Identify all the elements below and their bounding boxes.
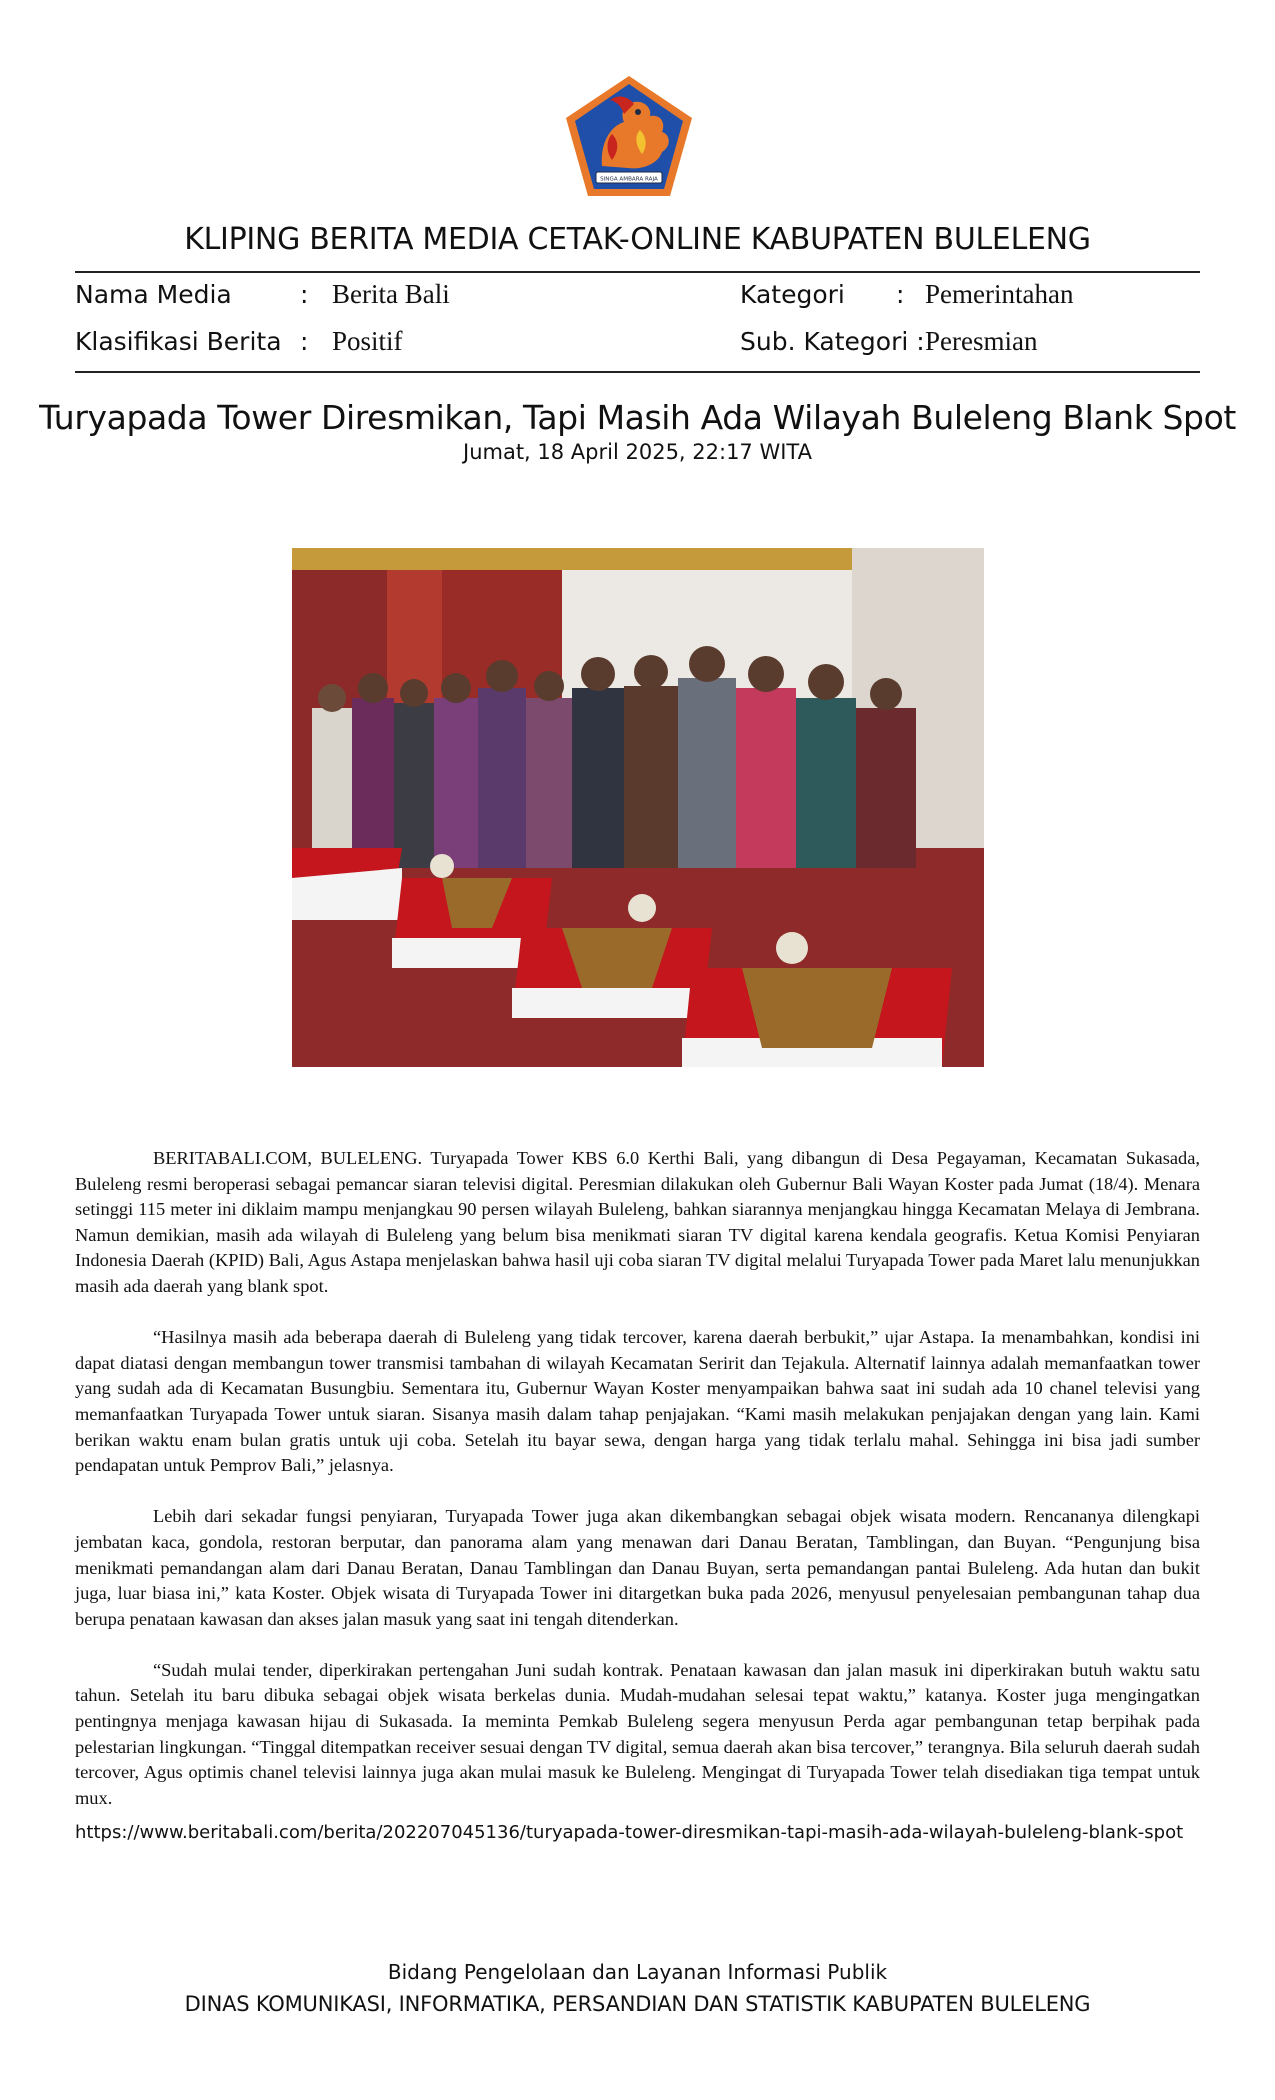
subcategory-label: Sub. Kategori : xyxy=(740,327,925,356)
media-name-value: Berita Bali xyxy=(332,279,450,309)
meta-right-block xyxy=(740,280,1200,370)
news-classification-label: Klasifikasi Berita xyxy=(75,327,282,356)
article-paragraph: BERITABALI.COM, BULELENG. Turyapada Tower KBS 6.0 Kerthi Bali, yang dibangun di Desa Pegayaman, Kecamatan Sukasada, Buleleng resmi beroperasi sebagai pemancar siaran televisi digital. Peresmian dilakukan oleh Gubernur Bali Wayan Koster pada Jumat (18/4). Menara setinggi 115 meter ini diklaim mampu menjangkau 90 persen wilayah Buleleng, bahkan siarannya menjangkau hingga Kecamatan Melaya di Jembrana. Namun demikian, masih ada wilayah di Buleleng yang belum bisa menikmati siaran TV digital karena kendala geografis. Ketua Komisi Penyiaran Indonesia Daerah (KPID) Bali, Agus Astapa menjelaskan bahwa hasil uji coba siaran TV digital melalui Turyapada Tower pada Maret lalu menunjukkan masih ada daerah yang blank spot. xyxy=(75,1148,1200,1296)
article-title: Turyapada Tower Diresmikan, Tapi Masih Ada Wilayah Buleleng Blank Spot xyxy=(39,398,1236,437)
article-body xyxy=(75,1146,1200,1837)
inauguration-photo xyxy=(292,548,984,1067)
header-bottom-divider xyxy=(75,371,1200,373)
media-name-label: Nama Media xyxy=(75,280,232,309)
inauguration-photo-illustration xyxy=(292,548,984,1067)
category-label: Kategori xyxy=(740,280,845,309)
category-value: Pemerintahan xyxy=(925,279,1074,309)
article-paragraph: “Hasilnya masih ada beberapa daerah di Buleleng yang tidak tercover, karena daerah berbukit,” ujar Astapa. Ia menambahkan, kondisi ini dapat diatasi dengan membangun tower transmisi tambahan di wilayah Kecamatan Seririt dan Tejakula. Alternatif lainnya adalah memanfaatkan tower yang sudah ada di Kecamatan Busungbiu. Sementara itu, Gubernur Wayan Koster menyampaikan bahwa saat ini sudah ada 10 chanel televisi yang memanfaatkan Turyapada Tower untuk siaran. Sisanya masih dalam tahap penjajakan. “Kami masih melakukan penjajakan dengan yang lain. Kami berikan waktu enam bulan gratis untuk uji coba. Setelah itu bayar sewa, dengan harga yang tidak terlalu mahal. Sehingga ini bisa jadi sumber pendapatan untuk Pemprov Bali,” jelasnya. xyxy=(75,1327,1200,1476)
emblem-motto: SINGA AMBARA RAJA xyxy=(600,176,658,183)
footer-division-name: Bidang Pengelolaan dan Layanan Informasi Publik xyxy=(387,1960,888,1984)
meta-left-block xyxy=(75,280,635,370)
news-classification-value: Positif xyxy=(332,326,403,356)
media-name-colon: : xyxy=(300,280,309,309)
category-colon: : xyxy=(896,280,905,309)
regency-emblem-logo xyxy=(562,74,696,200)
footer-department-name: DINAS KOMUNIKASI, INFORMATIKA, PERSANDIAN DAN STATISTIK KABUPATEN BULELENG xyxy=(184,1992,1091,2016)
article-paragraph: Lebih dari sekadar fungsi penyiaran, Turyapada Tower juga akan dikembangkan sebagai objek wisata modern. Rencananya dilengkapi jembatan kaca, gondola, restoran berputar, dan panorama alam yang menawan dari Danau Beratan, Tamblingan, dan Buyan. “Pengunjung bisa menikmati pemandangan alam dari Danau Beratan, Danau Tamblingan dan Danau Buyan, serta pemandangan pantai Buleleng. Ada hutan dan bukit juga, luar biasa ini,” kata Koster. Objek wisata di Turyapada Tower ini ditargetkan buka pada 2026, menyusul penyelesaian pembangunan tahap dua berupa penataan kawasan dan akses jalan masuk yang saat ini tengah ditenderkan. xyxy=(75,1506,1200,1629)
article-source-url[interactable]: https://www.beritabali.com/berita/202207045136/turyapada-tower-diresmikan-tapi-masih-ada-wilayah-buleleng-blank-spot xyxy=(75,1822,1184,1843)
subcategory-value: Peresmian xyxy=(925,326,1038,356)
clipping-header-title: KLIPING BERITA MEDIA CETAK-ONLINE KABUPATEN BULELENG xyxy=(184,222,1091,257)
article-paragraph: “Sudah mulai tender, diperkirakan pertengahan Juni sudah kontrak. Penataan kawasan dan jalan masuk ini diperkirakan butuh waktu satu tahun. Setelah itu baru dibuka sebagai objek wisata berkelas dunia. Mudah-mudahan selesai tepat waktu,” katanya. Koster juga mengingatkan pentingnya menjaga kawasan hijau di Sukasada. Ia meminta Pemkab Buleleng segera menyusun Perda agar pembangunan tetap berpihak pada pelestarian lingkungan. “Tinggal ditempatkan receiver sesuai dengan TV digital, semua daerah akan bisa tercover,” terangnya. Bila seluruh daerah sudah tercover, Agus optimis chanel televisi lainnya juga akan mulai masuk ke Buleleng. Mengingat di Turyapada Tower telah disediakan tiga tempat untuk mux. xyxy=(75,1659,1200,1808)
header-top-divider xyxy=(75,271,1200,273)
article-date: Jumat, 18 April 2025, 22:17 WITA xyxy=(463,440,812,464)
news-classification-colon: : xyxy=(300,327,309,356)
